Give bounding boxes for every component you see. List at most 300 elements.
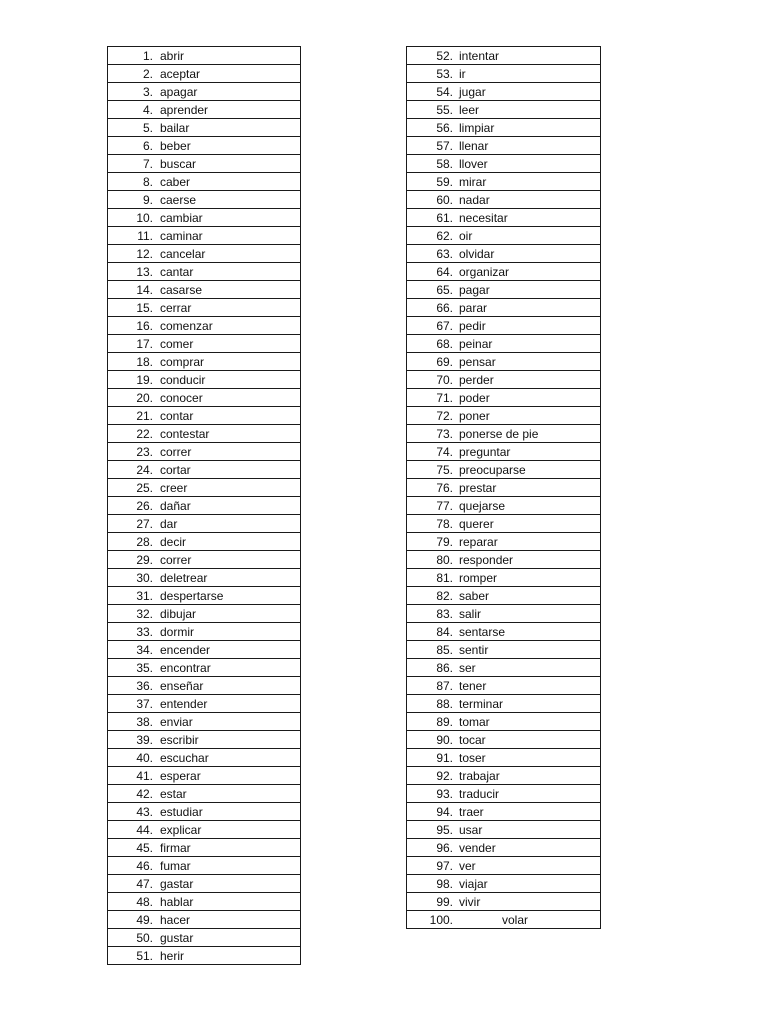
verb-number: 78. — [436, 516, 453, 531]
verb-row — [108, 263, 301, 281]
verb-row — [108, 677, 301, 695]
verb-word: poner — [459, 408, 490, 423]
verb-table-left-body — [108, 47, 301, 965]
verb-cell — [407, 731, 601, 749]
verb-cell — [108, 497, 301, 515]
verb-word: gustar — [160, 930, 194, 945]
verb-word: sentarse — [459, 624, 506, 639]
verb-row — [407, 425, 601, 443]
verb-cell — [407, 479, 601, 497]
verb-cell — [108, 911, 301, 929]
verb-cell — [407, 911, 601, 929]
verb-word: creer — [160, 480, 188, 495]
verb-number: 46. — [136, 858, 153, 873]
verb-cell — [407, 767, 601, 785]
verb-row — [407, 101, 601, 119]
verb-number: 52. — [436, 48, 453, 63]
verb-number: 26. — [136, 498, 153, 513]
verb-number: 5. — [142, 120, 153, 135]
verb-cell — [108, 857, 301, 875]
verb-row — [108, 749, 301, 767]
verb-row — [407, 263, 601, 281]
verb-number: 84. — [436, 624, 453, 639]
verb-cell — [108, 731, 301, 749]
verb-number: 48. — [136, 894, 153, 909]
verb-row — [108, 875, 301, 893]
verb-word: pagar — [459, 282, 490, 297]
verb-number: 69. — [436, 354, 453, 369]
verb-cell — [407, 839, 601, 857]
verb-word: leer — [459, 102, 480, 117]
verb-row — [108, 911, 301, 929]
verb-word: fumar — [160, 858, 191, 873]
verb-row — [407, 641, 601, 659]
verb-row — [407, 569, 601, 587]
verb-number: 21. — [136, 408, 153, 423]
verb-word: traer — [459, 804, 484, 819]
verb-cell — [108, 821, 301, 839]
verb-cell — [108, 641, 301, 659]
verb-word: comer — [160, 336, 194, 351]
verb-row — [407, 389, 601, 407]
verb-row — [407, 443, 601, 461]
verb-word: comprar — [160, 354, 205, 369]
verb-cell — [407, 461, 601, 479]
verb-number: 54. — [436, 84, 453, 99]
verb-cell — [407, 659, 601, 677]
verb-cell — [108, 209, 301, 227]
verb-number: 77. — [436, 498, 453, 513]
verb-cell — [407, 497, 601, 515]
verb-cell — [108, 353, 301, 371]
verb-row — [407, 47, 601, 65]
verb-word: aprender — [160, 102, 209, 117]
verb-cell — [108, 587, 301, 605]
verb-cell — [108, 695, 301, 713]
verb-number: 66. — [436, 300, 453, 315]
verb-cell — [108, 281, 301, 299]
verb-word: hablar — [160, 894, 194, 909]
verb-word: caber — [160, 174, 191, 189]
verb-row — [108, 551, 301, 569]
verb-row — [108, 245, 301, 263]
verb-word: estar — [160, 786, 187, 801]
verb-number: 75. — [436, 462, 453, 477]
verb-word: decir — [160, 534, 187, 549]
verb-number: 57. — [436, 138, 453, 153]
verb-cell — [407, 371, 601, 389]
verb-word: dibujar — [160, 606, 197, 621]
verb-word: buscar — [160, 156, 197, 171]
verb-number: 85. — [436, 642, 453, 657]
verb-row — [108, 641, 301, 659]
verb-word: deletrear — [160, 570, 208, 585]
verb-number: 96. — [436, 840, 453, 855]
verb-row — [108, 335, 301, 353]
verb-word: correr — [160, 444, 192, 459]
verb-row — [407, 65, 601, 83]
verb-number: 99. — [436, 894, 453, 909]
verb-cell — [407, 155, 601, 173]
verb-row — [407, 137, 601, 155]
verb-word: escuchar — [160, 750, 209, 765]
verb-number: 91. — [436, 750, 453, 765]
verb-row — [108, 713, 301, 731]
verb-number: 14. — [136, 282, 153, 297]
verb-cell — [108, 803, 301, 821]
verb-cell — [108, 299, 301, 317]
verb-cell — [108, 425, 301, 443]
verb-number: 1. — [142, 48, 153, 63]
verb-row — [407, 605, 601, 623]
verb-number: 44. — [136, 822, 153, 837]
verb-number: 32. — [136, 606, 153, 621]
verb-number: 49. — [136, 912, 153, 927]
verb-table-left — [107, 46, 301, 965]
verb-cell — [108, 371, 301, 389]
verb-row — [108, 515, 301, 533]
verb-number: 9. — [142, 192, 153, 207]
verb-word: limpiar — [459, 120, 495, 135]
verb-number: 12. — [136, 246, 153, 261]
verb-row — [407, 119, 601, 137]
verb-number: 76. — [436, 480, 453, 495]
verb-cell — [108, 443, 301, 461]
verb-cell — [407, 551, 601, 569]
verb-number: 43. — [136, 804, 153, 819]
verb-word: responder — [459, 552, 514, 567]
verb-word: ser — [459, 660, 476, 675]
verb-number: 17. — [136, 336, 153, 351]
verb-row — [108, 857, 301, 875]
verb-word: oir — [459, 228, 473, 243]
verb-word: caminar — [160, 228, 203, 243]
verb-word: conducir — [160, 372, 206, 387]
verb-number: 37. — [136, 696, 153, 711]
verb-row — [407, 353, 601, 371]
verb-cell — [108, 263, 301, 281]
verb-number: 13. — [136, 264, 153, 279]
verb-row — [108, 173, 301, 191]
verb-number: 97. — [436, 858, 453, 873]
verb-number: 79. — [436, 534, 453, 549]
verb-row — [108, 83, 301, 101]
verb-cell — [108, 893, 301, 911]
verb-row — [108, 839, 301, 857]
verb-number: 27. — [136, 516, 153, 531]
verb-number: 42. — [136, 786, 153, 801]
verb-number: 94. — [436, 804, 453, 819]
verb-cell — [407, 569, 601, 587]
verb-row — [108, 425, 301, 443]
verb-cell — [407, 353, 601, 371]
verb-word: pensar — [459, 354, 496, 369]
verb-cell — [407, 443, 601, 461]
verb-word: estudiar — [160, 804, 203, 819]
verb-cell — [108, 785, 301, 803]
verb-cell — [108, 407, 301, 425]
verb-number: 83. — [436, 606, 453, 621]
verb-cell — [407, 245, 601, 263]
verb-word: preguntar — [459, 444, 511, 459]
verb-number: 87. — [436, 678, 453, 693]
verb-row — [407, 875, 601, 893]
verb-word: tomar — [459, 714, 490, 729]
verb-number: 45. — [136, 840, 153, 855]
verb-cell — [407, 785, 601, 803]
verb-number: 30. — [136, 570, 153, 585]
verb-number: 34. — [136, 642, 153, 657]
verb-number: 18. — [136, 354, 153, 369]
verb-row — [407, 83, 601, 101]
verb-cell — [407, 857, 601, 875]
verb-row — [108, 389, 301, 407]
verb-row — [407, 677, 601, 695]
verb-number: 6. — [142, 138, 153, 153]
verb-word: beber — [160, 138, 191, 153]
verb-number: 61. — [436, 210, 453, 225]
verb-word: entender — [160, 696, 208, 711]
verb-row — [108, 533, 301, 551]
verb-row — [407, 731, 601, 749]
verb-cell — [407, 587, 601, 605]
verb-row — [407, 245, 601, 263]
verb-row — [108, 821, 301, 839]
verb-number: 41. — [136, 768, 153, 783]
verb-word: gastar — [160, 876, 194, 891]
verb-row — [407, 551, 601, 569]
verb-word: vender — [459, 840, 496, 855]
verb-number: 2. — [142, 66, 153, 81]
verb-cell — [108, 227, 301, 245]
verb-word: cambiar — [160, 210, 203, 225]
verb-cell — [407, 173, 601, 191]
verb-cell — [108, 389, 301, 407]
verb-word: mirar — [459, 174, 487, 189]
verb-number: 23. — [136, 444, 153, 459]
verb-cell — [407, 299, 601, 317]
verb-cell — [108, 839, 301, 857]
verb-word: tener — [459, 678, 487, 693]
verb-cell — [108, 551, 301, 569]
verb-cell — [108, 101, 301, 119]
verb-cell — [407, 641, 601, 659]
verb-row — [407, 515, 601, 533]
verb-table-right-body — [407, 47, 601, 929]
verb-word: llover — [459, 156, 488, 171]
verb-cell — [407, 893, 601, 911]
verb-cell — [407, 533, 601, 551]
verb-number: 70. — [436, 372, 453, 387]
verb-number: 11. — [137, 228, 153, 243]
verb-word: bailar — [160, 120, 190, 135]
verb-word: apagar — [160, 84, 198, 99]
verb-word: terminar — [459, 696, 504, 711]
verb-number: 55. — [436, 102, 453, 117]
verb-cell — [108, 623, 301, 641]
verb-word: dar — [160, 516, 178, 531]
verb-word: reparar — [459, 534, 498, 549]
verb-cell — [108, 713, 301, 731]
verb-cell — [108, 767, 301, 785]
verb-row — [407, 839, 601, 857]
verb-row — [108, 317, 301, 335]
verb-word: enviar — [160, 714, 193, 729]
verb-cell — [108, 137, 301, 155]
verb-word: usar — [459, 822, 483, 837]
verb-row — [108, 947, 301, 965]
verb-word: esperar — [160, 768, 201, 783]
verb-row — [108, 587, 301, 605]
verb-number: 59. — [436, 174, 453, 189]
verb-row — [108, 281, 301, 299]
verb-cell — [108, 533, 301, 551]
verb-word: firmar — [160, 840, 191, 855]
verb-word: contar — [160, 408, 194, 423]
verb-row — [108, 623, 301, 641]
verb-number: 15. — [136, 300, 153, 315]
verb-number: 19. — [136, 372, 153, 387]
verb-number: 4. — [142, 102, 153, 117]
verb-row — [407, 623, 601, 641]
verb-word: comenzar — [160, 318, 213, 333]
verb-row — [108, 47, 301, 65]
verb-number: 93. — [436, 786, 453, 801]
verb-number: 31. — [136, 588, 153, 603]
verb-cell — [407, 209, 601, 227]
verb-number: 24. — [136, 462, 153, 477]
verb-word: cortar — [160, 462, 191, 477]
verb-number: 56. — [436, 120, 453, 135]
verb-cell — [407, 389, 601, 407]
verb-row — [108, 65, 301, 83]
verb-row — [407, 587, 601, 605]
verb-row — [108, 767, 301, 785]
verb-number: 81. — [436, 570, 453, 585]
verb-word: pedir — [459, 318, 486, 333]
verb-number: 36. — [136, 678, 153, 693]
verb-cell — [108, 83, 301, 101]
verb-row — [407, 821, 601, 839]
verb-row — [407, 893, 601, 911]
verb-cell — [407, 119, 601, 137]
verb-word: encontrar — [160, 660, 211, 675]
verb-cell — [108, 605, 301, 623]
verb-row — [407, 479, 601, 497]
verb-cell — [407, 749, 601, 767]
verb-row — [407, 713, 601, 731]
verb-number: 95. — [436, 822, 453, 837]
verb-number: 38. — [136, 714, 153, 729]
verb-number: 89. — [436, 714, 453, 729]
verb-word: ir — [459, 66, 466, 81]
verb-word: aceptar — [160, 66, 201, 81]
verb-row — [407, 803, 601, 821]
verb-word: prestar — [459, 480, 497, 495]
verb-cell — [407, 83, 601, 101]
verb-number: 64. — [436, 264, 453, 279]
verb-word: trabajar — [459, 768, 500, 783]
verb-number: 90. — [436, 732, 453, 747]
verb-table-right — [406, 46, 601, 929]
verb-cell — [407, 425, 601, 443]
verb-cell — [108, 929, 301, 947]
verb-row — [407, 209, 601, 227]
verb-word: explicar — [160, 822, 202, 837]
verb-cell — [407, 875, 601, 893]
verb-number: 98. — [436, 876, 453, 891]
verb-row — [108, 569, 301, 587]
verb-cell — [108, 65, 301, 83]
verb-word: intentar — [459, 48, 500, 63]
verb-word: casarse — [160, 282, 203, 297]
verb-cell — [108, 155, 301, 173]
verb-row — [108, 659, 301, 677]
verb-cell — [407, 605, 601, 623]
verb-number: 53. — [436, 66, 453, 81]
verb-cell — [108, 335, 301, 353]
verb-word: hacer — [160, 912, 191, 927]
verb-cell — [108, 749, 301, 767]
verb-word: viajar — [459, 876, 488, 891]
verb-word: llenar — [459, 138, 489, 153]
verb-cell — [108, 245, 301, 263]
verb-row — [108, 803, 301, 821]
verb-row — [407, 497, 601, 515]
verb-word: preocuparse — [459, 462, 526, 477]
verb-cell — [108, 119, 301, 137]
verb-word: traducir — [459, 786, 500, 801]
verb-row — [407, 533, 601, 551]
verb-row — [108, 155, 301, 173]
verb-row — [407, 461, 601, 479]
verb-row — [108, 461, 301, 479]
verb-word: enseñar — [160, 678, 204, 693]
verb-number: 100. — [429, 912, 453, 927]
verb-word: necesitar — [459, 210, 508, 225]
verb-row — [407, 191, 601, 209]
verb-cell — [407, 227, 601, 245]
verb-number: 20. — [136, 390, 153, 405]
verb-cell — [407, 317, 601, 335]
verb-cell — [407, 821, 601, 839]
verb-word: romper — [459, 570, 498, 585]
verb-row — [407, 659, 601, 677]
verb-number: 33. — [136, 624, 153, 639]
verb-row — [108, 731, 301, 749]
verb-number: 16. — [136, 318, 153, 333]
verb-number: 7. — [142, 156, 153, 171]
verb-word: encender — [160, 642, 211, 657]
verb-number: 35. — [136, 660, 153, 675]
verb-word: querer — [459, 516, 494, 531]
verb-row — [407, 281, 601, 299]
verb-number: 68. — [436, 336, 453, 351]
verb-row — [108, 209, 301, 227]
verb-cell — [407, 281, 601, 299]
verb-row — [108, 695, 301, 713]
verb-row — [108, 479, 301, 497]
verb-number: 71. — [436, 390, 453, 405]
verb-cell — [108, 173, 301, 191]
verb-row — [108, 893, 301, 911]
verb-cell — [407, 47, 601, 65]
verb-number: 92. — [436, 768, 453, 783]
verb-cell — [407, 803, 601, 821]
verb-number: 39. — [136, 732, 153, 747]
verb-cell — [407, 695, 601, 713]
verb-word: conocer — [160, 390, 203, 405]
